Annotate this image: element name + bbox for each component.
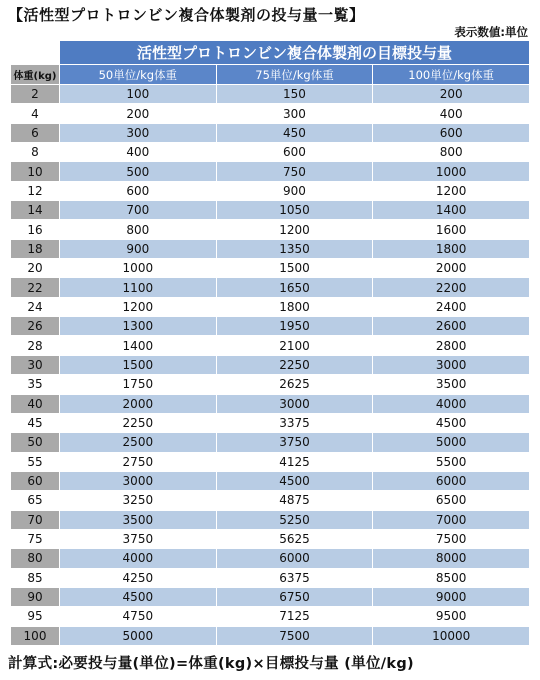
dose-cell: 1950	[216, 317, 373, 336]
dose-cell: 2750	[60, 452, 217, 471]
weight-cell: 85	[11, 568, 60, 587]
weight-cell: 45	[11, 413, 60, 432]
weight-cell: 100	[11, 626, 60, 645]
weight-cell: 4	[11, 104, 60, 123]
dose-cell: 5000	[60, 626, 217, 645]
weight-cell: 90	[11, 587, 60, 606]
dose-cell: 1050	[216, 201, 373, 220]
dosage-table	[10, 40, 530, 646]
dose-cell: 600	[373, 123, 530, 142]
table-row	[11, 181, 530, 200]
dose-cell: 9500	[373, 607, 530, 626]
table-row	[11, 278, 530, 297]
table-row	[11, 491, 530, 510]
dose-cell: 2200	[373, 278, 530, 297]
dose-cell: 6500	[373, 491, 530, 510]
weight-cell: 22	[11, 278, 60, 297]
dose-cell: 4875	[216, 491, 373, 510]
table-row	[11, 239, 530, 258]
table-row	[11, 143, 530, 162]
dose-cell: 3375	[216, 413, 373, 432]
weight-cell: 6	[11, 123, 60, 142]
dose-cell: 2000	[60, 394, 217, 413]
dose-cell: 1600	[373, 220, 530, 239]
dose-cell: 500	[60, 162, 217, 181]
dose-cell: 2500	[60, 433, 217, 452]
dose-cell: 4000	[60, 549, 217, 568]
table-row	[11, 626, 530, 645]
dose-cell: 300	[216, 104, 373, 123]
weight-cell: 18	[11, 239, 60, 258]
dose-cell: 450	[216, 123, 373, 142]
dose-cell: 7000	[373, 510, 530, 529]
column-header-50: 50単位/kg体重	[60, 65, 217, 85]
dose-cell: 900	[60, 239, 217, 258]
dose-cell: 2100	[216, 336, 373, 355]
dose-cell: 7500	[373, 529, 530, 548]
dose-cell: 4250	[60, 568, 217, 587]
weight-cell: 40	[11, 394, 60, 413]
dose-cell: 3000	[373, 355, 530, 374]
dose-cell: 1800	[373, 239, 530, 258]
dose-cell: 3000	[60, 471, 217, 490]
table-row	[11, 471, 530, 490]
dose-cell: 3750	[216, 433, 373, 452]
dose-cell: 4000	[373, 394, 530, 413]
table-row	[11, 375, 530, 394]
dose-cell: 1750	[60, 375, 217, 394]
table-row	[11, 394, 530, 413]
dose-cell: 1200	[373, 181, 530, 200]
column-header-100: 100単位/kg体重	[373, 65, 530, 85]
table-row	[11, 529, 530, 548]
dose-cell: 8500	[373, 568, 530, 587]
dose-cell: 4500	[60, 587, 217, 606]
dose-cell: 10000	[373, 626, 530, 645]
weight-cell: 26	[11, 317, 60, 336]
table-row	[11, 452, 530, 471]
table-row	[11, 607, 530, 626]
weight-cell: 20	[11, 259, 60, 278]
weight-cell: 80	[11, 549, 60, 568]
column-header-75: 75単位/kg体重	[216, 65, 373, 85]
weight-cell: 16	[11, 220, 60, 239]
weight-column-header: 体重(kg)	[11, 65, 60, 85]
weight-cell: 60	[11, 471, 60, 490]
dose-cell: 6000	[216, 549, 373, 568]
dose-cell: 4125	[216, 452, 373, 471]
table-row	[11, 510, 530, 529]
dose-cell: 1800	[216, 297, 373, 316]
dose-cell: 2000	[373, 259, 530, 278]
dose-cell: 600	[60, 181, 217, 200]
table-row	[11, 568, 530, 587]
weight-cell: 14	[11, 201, 60, 220]
dose-cell: 1200	[60, 297, 217, 316]
weight-cell: 24	[11, 297, 60, 316]
table-row	[11, 85, 530, 104]
table-row	[11, 297, 530, 316]
dose-cell: 1300	[60, 317, 217, 336]
dose-cell: 9000	[373, 587, 530, 606]
dose-cell: 6750	[216, 587, 373, 606]
weight-cell: 55	[11, 452, 60, 471]
dose-cell: 4500	[216, 471, 373, 490]
dose-cell: 2400	[373, 297, 530, 316]
dose-cell: 6000	[373, 471, 530, 490]
table-row	[11, 104, 530, 123]
dose-cell: 5500	[373, 452, 530, 471]
dose-cell: 7500	[216, 626, 373, 645]
weight-cell: 70	[11, 510, 60, 529]
weight-cell: 50	[11, 433, 60, 452]
table-row	[11, 220, 530, 239]
weight-cell: 65	[11, 491, 60, 510]
dose-cell: 3250	[60, 491, 217, 510]
table-row	[11, 413, 530, 432]
dose-cell: 1400	[373, 201, 530, 220]
table-row	[11, 123, 530, 142]
weight-cell: 10	[11, 162, 60, 181]
dose-cell: 2800	[373, 336, 530, 355]
dose-cell: 200	[373, 85, 530, 104]
dose-cell: 5250	[216, 510, 373, 529]
table-row	[11, 549, 530, 568]
weight-cell: 75	[11, 529, 60, 548]
table-banner: 活性型プロトロンビン複合体製剤の目標投与量	[60, 41, 530, 65]
formula-note: 計算式:必要投与量(単位)=体重(kg)×目標投与量 (単位/kg)	[8, 656, 414, 672]
dose-cell: 2600	[373, 317, 530, 336]
table-corner	[11, 41, 60, 65]
dose-cell: 600	[216, 143, 373, 162]
weight-cell: 35	[11, 375, 60, 394]
dose-cell: 300	[60, 123, 217, 142]
dose-cell: 3500	[60, 510, 217, 529]
dose-cell: 3750	[60, 529, 217, 548]
dose-cell: 750	[216, 162, 373, 181]
dose-cell: 2625	[216, 375, 373, 394]
dose-cell: 4500	[373, 413, 530, 432]
dose-cell: 7125	[216, 607, 373, 626]
table-row	[11, 587, 530, 606]
weight-cell: 8	[11, 143, 60, 162]
dose-cell: 1200	[216, 220, 373, 239]
dose-cell: 2250	[60, 413, 217, 432]
weight-cell: 30	[11, 355, 60, 374]
dose-cell: 6375	[216, 568, 373, 587]
table-row	[11, 433, 530, 452]
dose-cell: 150	[216, 85, 373, 104]
dose-cell: 1000	[60, 259, 217, 278]
table-row	[11, 201, 530, 220]
dose-cell: 5625	[216, 529, 373, 548]
weight-cell: 2	[11, 85, 60, 104]
dose-cell: 8000	[373, 549, 530, 568]
dose-cell: 1400	[60, 336, 217, 355]
dose-cell: 1500	[216, 259, 373, 278]
table-row	[11, 317, 530, 336]
table-body	[11, 85, 530, 646]
table-row	[11, 355, 530, 374]
dose-cell: 2250	[216, 355, 373, 374]
dose-cell: 3500	[373, 375, 530, 394]
table-row	[11, 336, 530, 355]
table-row	[11, 162, 530, 181]
dose-cell: 4750	[60, 607, 217, 626]
weight-cell: 28	[11, 336, 60, 355]
dose-cell: 200	[60, 104, 217, 123]
dose-cell: 1500	[60, 355, 217, 374]
dose-cell: 3000	[216, 394, 373, 413]
dose-cell: 1100	[60, 278, 217, 297]
dose-cell: 400	[373, 104, 530, 123]
dose-cell: 100	[60, 85, 217, 104]
dose-cell: 400	[60, 143, 217, 162]
dose-cell: 1650	[216, 278, 373, 297]
dose-cell: 1350	[216, 239, 373, 258]
dose-cell: 800	[60, 220, 217, 239]
dose-cell: 700	[60, 201, 217, 220]
unit-note: 表示数値:単位	[454, 25, 528, 39]
dose-cell: 900	[216, 181, 373, 200]
dose-cell: 800	[373, 143, 530, 162]
table-row	[11, 259, 530, 278]
dose-cell: 1000	[373, 162, 530, 181]
weight-cell: 95	[11, 607, 60, 626]
page-title: 【活性型プロトロンビン複合体製剤の投与量一覧】	[8, 6, 365, 24]
weight-cell: 12	[11, 181, 60, 200]
dose-cell: 5000	[373, 433, 530, 452]
